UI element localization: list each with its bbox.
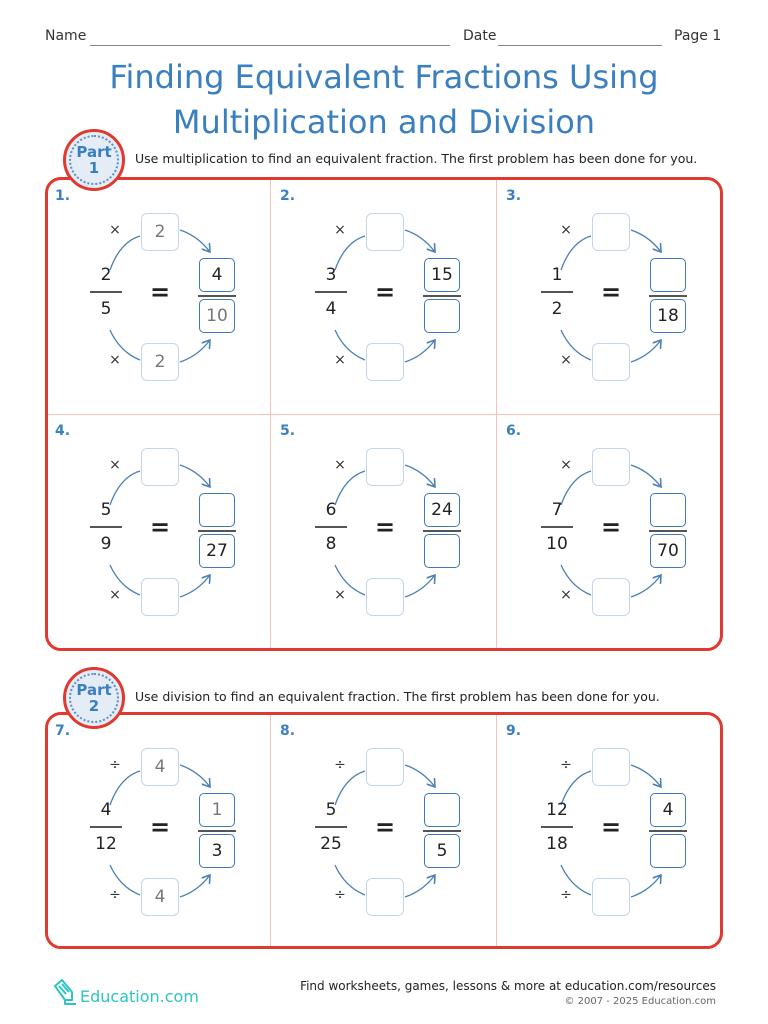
answer-numerator-box[interactable]: 1 xyxy=(199,793,235,827)
denominator: 8 xyxy=(325,534,337,554)
denominator: 12 xyxy=(95,834,117,854)
answer-fraction-bar xyxy=(423,530,461,532)
answer-numerator-box[interactable]: 15 xyxy=(424,258,460,292)
factor-box-top[interactable]: 4 xyxy=(141,748,179,786)
part-2-panel xyxy=(45,712,723,949)
problem-number: 7. xyxy=(55,723,71,739)
given-fraction xyxy=(86,264,126,320)
given-fraction xyxy=(311,264,351,320)
factor-box-top[interactable] xyxy=(592,748,630,786)
operator-top: × xyxy=(560,222,572,238)
badge-number: 2 xyxy=(88,697,100,715)
numerator: 5 xyxy=(100,500,112,520)
answer-denominator-box[interactable] xyxy=(424,299,460,333)
answer-fraction-bar xyxy=(423,295,461,297)
factor-box-top[interactable] xyxy=(366,748,404,786)
answer-fraction-bar xyxy=(198,295,236,297)
factor-box-bottom[interactable] xyxy=(592,578,630,616)
part-2-badge xyxy=(63,667,125,729)
fraction-bar xyxy=(541,291,573,293)
answer-fraction-bar xyxy=(649,530,687,532)
pencil-paper-icon xyxy=(52,978,78,1006)
operator-bottom: × xyxy=(334,587,346,603)
factor-box-bottom[interactable]: 4 xyxy=(141,878,179,916)
answer-fraction-bar xyxy=(649,295,687,297)
operator-top: ÷ xyxy=(560,757,572,773)
numerator: 12 xyxy=(546,800,568,820)
part-2-instructions: Use division to find an equivalent fraction. The first problem has been done for you. xyxy=(135,689,660,704)
numerator: 5 xyxy=(325,800,337,820)
operator-top: × xyxy=(560,457,572,473)
numerator: 6 xyxy=(325,500,337,520)
denominator: 4 xyxy=(325,299,337,319)
factor-box-top[interactable] xyxy=(592,448,630,486)
denominator: 25 xyxy=(320,834,342,854)
numerator: 7 xyxy=(551,500,563,520)
date-field[interactable] xyxy=(498,45,662,46)
part-1-panel xyxy=(45,177,723,651)
page-title-line-1: Finding Equivalent Fractions Using xyxy=(109,58,659,96)
operator-bottom: × xyxy=(109,352,121,368)
factor-box-bottom[interactable] xyxy=(592,878,630,916)
answer-denominator-box[interactable] xyxy=(650,834,686,868)
operator-bottom: ÷ xyxy=(109,887,121,903)
given-fraction xyxy=(537,499,577,555)
problem-number: 8. xyxy=(280,723,296,739)
factor-box-bottom[interactable] xyxy=(592,343,630,381)
factor-box-bottom[interactable]: 2 xyxy=(141,343,179,381)
answer-fraction-bar xyxy=(423,830,461,832)
factor-box-top[interactable] xyxy=(141,448,179,486)
operator-bottom: × xyxy=(109,587,121,603)
answer-fraction-bar xyxy=(198,830,236,832)
factor-box-bottom[interactable] xyxy=(366,343,404,381)
answer-denominator-box[interactable]: 5 xyxy=(424,834,460,868)
page-title-line-2: Multiplication and Division xyxy=(172,103,596,141)
fraction-bar xyxy=(315,826,347,828)
numerator: 3 xyxy=(325,265,337,285)
part-1-badge xyxy=(63,129,125,191)
answer-denominator-box[interactable]: 10 xyxy=(199,299,235,333)
answer-numerator-box[interactable]: 4 xyxy=(199,258,235,292)
problem-number: 4. xyxy=(55,423,71,439)
answer-numerator-box[interactable] xyxy=(650,258,686,292)
given-fraction xyxy=(537,264,577,320)
operator-top: × xyxy=(109,457,121,473)
answer-denominator-box[interactable] xyxy=(424,534,460,568)
equals-sign: = xyxy=(149,813,171,841)
problem-number: 5. xyxy=(280,423,296,439)
factor-box-bottom[interactable] xyxy=(366,878,404,916)
page-number: Page 1 xyxy=(674,28,722,44)
fraction-bar xyxy=(90,526,122,528)
factor-box-top[interactable] xyxy=(592,213,630,251)
numerator: 4 xyxy=(100,800,112,820)
badge-word: Part xyxy=(76,681,112,699)
given-fraction xyxy=(311,799,351,855)
fraction-bar xyxy=(541,526,573,528)
equals-sign: = xyxy=(600,813,622,841)
badge-word: Part xyxy=(76,143,112,161)
name-label: Name xyxy=(45,28,87,44)
denominator: 18 xyxy=(546,834,568,854)
name-field[interactable] xyxy=(90,45,450,46)
equals-sign: = xyxy=(600,513,622,541)
answer-denominator-box[interactable]: 18 xyxy=(650,299,686,333)
problem-number: 2. xyxy=(280,188,296,204)
fraction-bar xyxy=(90,826,122,828)
equals-sign: = xyxy=(374,513,396,541)
equals-sign: = xyxy=(149,278,171,306)
operator-top: ÷ xyxy=(334,757,346,773)
date-label: Date xyxy=(463,28,497,44)
factor-box-top[interactable] xyxy=(366,448,404,486)
equals-sign: = xyxy=(374,278,396,306)
denominator: 9 xyxy=(100,534,112,554)
given-fraction xyxy=(537,799,577,855)
operator-top: × xyxy=(109,222,121,238)
problem-number: 9. xyxy=(506,723,522,739)
resources-text: Find worksheets, games, lessons & more at education.com/resources xyxy=(300,979,716,993)
denominator: 5 xyxy=(100,299,112,319)
answer-numerator-box[interactable] xyxy=(424,793,460,827)
answer-denominator-box[interactable]: 3 xyxy=(199,834,235,868)
given-fraction xyxy=(311,499,351,555)
education-logo[interactable] xyxy=(52,978,199,1006)
problem-number: 1. xyxy=(55,188,71,204)
numerator: 1 xyxy=(551,265,563,285)
operator-bottom: × xyxy=(560,352,572,368)
answer-fraction-bar xyxy=(198,530,236,532)
copyright-text: © 2007 - 2025 Education.com xyxy=(564,996,716,1007)
badge-number: 1 xyxy=(88,159,100,177)
operator-top: ÷ xyxy=(109,757,121,773)
answer-denominator-box[interactable]: 70 xyxy=(650,534,686,568)
operator-top: × xyxy=(334,222,346,238)
fraction-bar xyxy=(315,291,347,293)
given-fraction xyxy=(86,799,126,855)
answer-numerator-box[interactable]: 24 xyxy=(424,493,460,527)
answer-numerator-box[interactable]: 4 xyxy=(650,793,686,827)
logo-text: Education.com xyxy=(80,987,199,1006)
numerator: 2 xyxy=(100,265,112,285)
fraction-bar xyxy=(90,291,122,293)
factor-box-bottom[interactable] xyxy=(141,578,179,616)
factor-box-bottom[interactable] xyxy=(366,578,404,616)
equals-sign: = xyxy=(600,278,622,306)
equals-sign: = xyxy=(149,513,171,541)
answer-denominator-box[interactable]: 27 xyxy=(199,534,235,568)
answer-numerator-box[interactable] xyxy=(199,493,235,527)
fraction-bar xyxy=(315,526,347,528)
denominator: 10 xyxy=(546,534,568,554)
factor-box-top[interactable]: 2 xyxy=(141,213,179,251)
problem-number: 3. xyxy=(506,188,522,204)
operator-bottom: ÷ xyxy=(560,887,572,903)
denominator: 2 xyxy=(551,299,563,319)
operator-top: × xyxy=(334,457,346,473)
given-fraction xyxy=(86,499,126,555)
equals-sign: = xyxy=(374,813,396,841)
part-1-instructions: Use multiplication to find an equivalent fraction. The first problem has been done for you. xyxy=(135,151,698,166)
operator-bottom: × xyxy=(560,587,572,603)
fraction-bar xyxy=(541,826,573,828)
answer-numerator-box[interactable] xyxy=(650,493,686,527)
answer-fraction-bar xyxy=(649,830,687,832)
problem-number: 6. xyxy=(506,423,522,439)
operator-bottom: ÷ xyxy=(334,887,346,903)
operator-bottom: × xyxy=(334,352,346,368)
factor-box-top[interactable] xyxy=(366,213,404,251)
